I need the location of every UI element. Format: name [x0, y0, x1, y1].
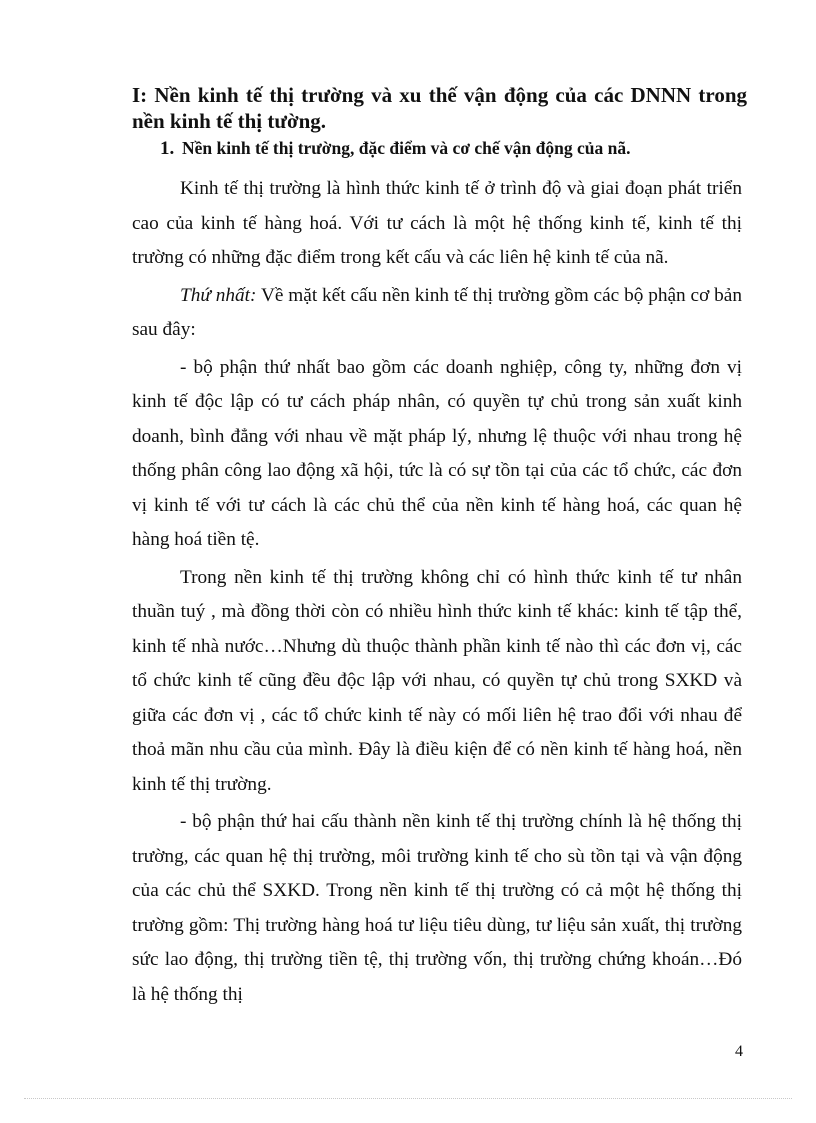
paragraph-2-text: Về mặt kết cấu nền kinh tế thị trường gồm các bộ phận cơ bản sau đây: [132, 284, 742, 340]
paragraph-3: - bộ phận thứ nhất bao gồm các doanh nghiệp, công ty, những đơn vị kinh tế độc lập có tư cách pháp nhân, có quyền tự chủ trong sản xuất kinh doanh, bình đẳng với nhau về mặt pháp lý, nhưng lệ thuộc với nhau trong hệ thống phân công lao động xã hội, tức là có sự tồn tại của các tổ chức, các đơn vị kinh tế với tư cách là các chủ thể của nền kinh tế hàng hoá, các quan hệ hàng hoá tiền tệ. [132, 356, 742, 550]
paragraph-1: Kinh tế thị trường là hình thức kinh tế ở trình độ và giai đoạn phát triển cao của kinh tế hàng hoá. Với tư cách là một hệ thống kinh tế, kinh tế thị trường có những đặc điểm trong kết cấu và các liên hệ kinh tế của nã. [132, 178, 742, 268]
paragraph-2 [132, 279, 742, 348]
paragraph-4: Trong nền kinh tế thị trường không chỉ có hình thức kinh tế tư nhân thuần tuý , mà đồng thời còn có nhiều hình thức kinh tế khác: kinh tế tập thể, kinh tế nhà nước…Nhưng dù thuộc thành phần kinh tế nào thì các đơn vị, các tổ chức kinh tế cũng đều độc lập với nhau, có quyền tự chủ trong SXKD và giữa các đơn vị , các tổ chức kinh tế này có mối liên hệ trao đổi với nhau để thoả mãn nhu cầu của mình. Đây là điều kiện để có nền kinh tế hàng hoá, nền kinh tế thị trường. [132, 566, 742, 795]
paragraph-5: - bộ phận thứ hai cấu thành nền kinh tế thị trường chính là hệ thống thị trường, các quan hệ thị trường, môi trường kinh tế cho sù tồn tại và vận động của các chủ thể SXKD. Trong nền kinh tế thị trường có cả một hệ thống thị trường gồm: Thị trường hàng hoá tư liệu tiêu dùng, tư liệu sản xuất, thị trường sức lao động, thị trường tiền tệ, thị trường vốn, thị trường chứng khoán…Đó là hệ thống thị [132, 811, 742, 1005]
body-text [132, 172, 742, 1012]
subsection-title: Nền kinh tế thị trường, đặc điểm và cơ chế vận động của nã. [182, 138, 631, 158]
subsection-number: 1. [160, 138, 175, 159]
page-bottom-divider [24, 1098, 792, 1099]
paragraph-2-lead: Thứ nhất: [180, 284, 257, 306]
page-number: 4 [735, 1043, 743, 1060]
subsection-heading [160, 137, 760, 160]
section-heading: I: Nền kinh tế thị trường và xu thế vận động của các DNNN trong nền kinh tế thị tường. [132, 83, 747, 133]
